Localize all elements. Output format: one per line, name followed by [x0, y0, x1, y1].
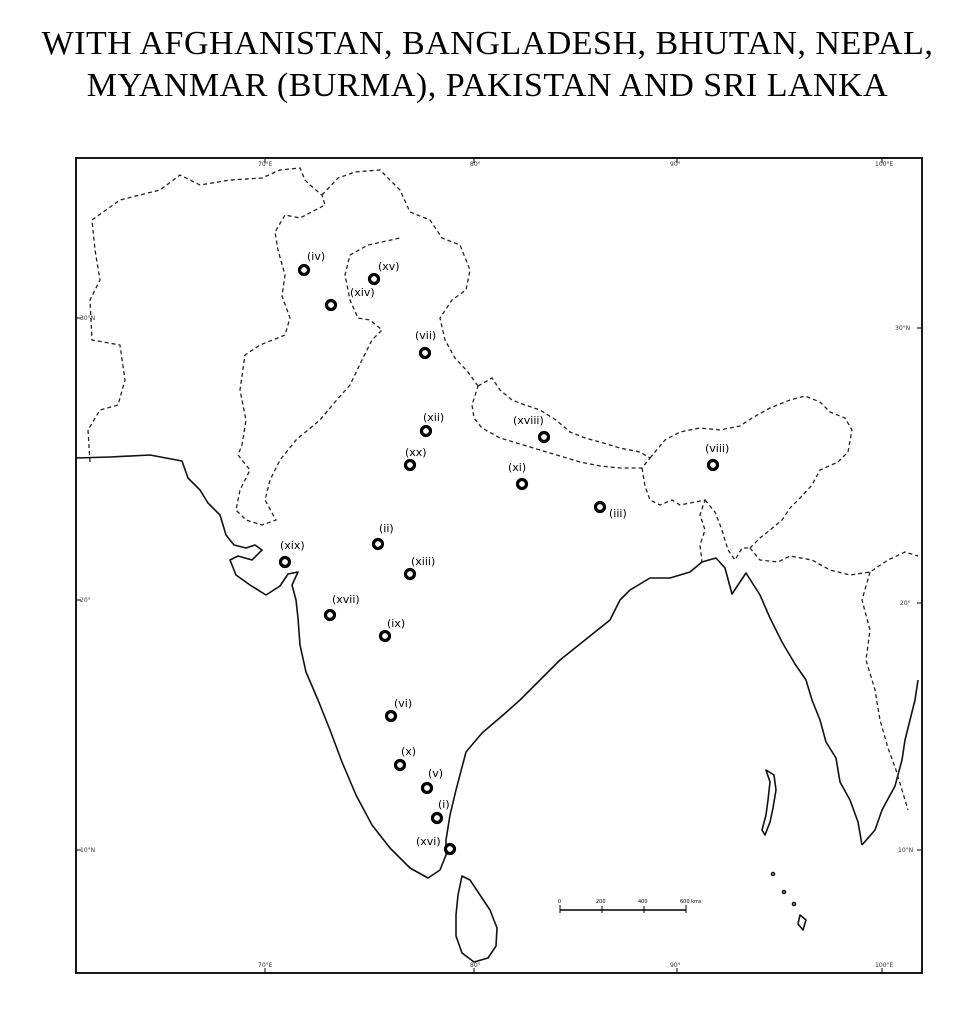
site-marker-18	[540, 433, 549, 442]
site-label-4: (iv)	[307, 250, 326, 263]
site-label-6: (vi)	[394, 697, 413, 710]
kashmir-china-border	[322, 170, 478, 386]
site-marker-6	[387, 712, 396, 721]
site-marker-4	[300, 266, 309, 275]
site-marker-16	[446, 845, 455, 854]
nicobar-island-4	[798, 915, 806, 930]
map-title-line-2: MYANMAR (BURMA), PAKISTAN AND SRI LANKA	[86, 67, 889, 104]
site-label-13: (xiii)	[411, 555, 436, 568]
graticule-top-70: 70°E	[258, 161, 273, 168]
bangladesh-border-east	[705, 500, 750, 560]
graticule-top-80: 80°	[470, 161, 481, 168]
scale-tick-400: 400	[638, 899, 648, 905]
nicobar-island-1	[772, 873, 775, 876]
site-markers	[280, 250, 729, 854]
graticule-bottom-100: 100°E	[875, 962, 894, 969]
site-marker-15	[370, 275, 379, 284]
myanmar-border	[750, 548, 918, 810]
nepal-border	[472, 378, 650, 468]
site-marker-19	[281, 558, 290, 567]
site-label-3: (iii)	[609, 507, 627, 520]
site-marker-5	[423, 784, 432, 793]
bhutan-china-border	[650, 396, 852, 548]
site-marker-12	[422, 427, 431, 436]
india-coastline	[76, 455, 862, 878]
site-label-15: (xv)	[378, 260, 400, 273]
site-marker-3	[596, 503, 605, 512]
myanmar-coastline	[862, 680, 918, 845]
afghanistan-border	[88, 168, 325, 462]
graticule-bottom-70: 70°E	[258, 962, 273, 969]
nicobar-island-2	[783, 891, 786, 894]
site-label-12: (xii)	[423, 411, 445, 424]
sri-lanka-coastline	[456, 876, 497, 962]
graticule-right-10: 10°N	[898, 847, 914, 854]
site-marker-20	[406, 461, 415, 470]
scale-tick-0: 0	[558, 899, 562, 905]
site-marker-17	[326, 611, 335, 620]
site-label-17: (xvii)	[332, 593, 360, 606]
graticule-right-20: 20°	[900, 600, 911, 607]
site-marker-11	[518, 480, 527, 489]
site-marker-13	[406, 570, 415, 579]
site-label-19: (xix)	[280, 539, 305, 552]
scale-tick-200: 200	[596, 899, 606, 905]
graticule-left-30: 30°N	[80, 315, 96, 322]
andaman-islands	[762, 770, 776, 835]
site-label-16: (xvi)	[416, 835, 441, 848]
graticule-bottom-80: 80°	[470, 962, 481, 969]
map-frame	[76, 158, 922, 973]
site-marker-9	[381, 632, 390, 641]
site-label-7: (vii)	[415, 329, 437, 342]
site-label-5: (v)	[428, 767, 444, 780]
scale-bar	[558, 899, 702, 913]
site-label-11: (xi)	[508, 461, 527, 474]
site-label-1: (i)	[438, 798, 450, 811]
graticule-left-10: 10°N	[80, 847, 96, 854]
scale-tick-600: 600 kms	[680, 899, 702, 905]
site-label-10: (x)	[401, 745, 417, 758]
site-label-18: (xviii)	[513, 414, 544, 427]
site-label-9: (ix)	[387, 617, 406, 630]
nicobar-island-3	[793, 903, 796, 906]
graticule-top-100: 100°E	[875, 161, 894, 168]
site-marker-14	[327, 301, 336, 310]
graticule-ticks	[76, 158, 922, 973]
site-marker-7	[421, 349, 430, 358]
graticule-top-90: 90°	[670, 161, 681, 168]
bangladesh-border	[642, 468, 705, 562]
site-label-20: (xx)	[405, 446, 427, 459]
site-label-8: (viii)	[705, 442, 730, 455]
site-label-14: (xiv)	[350, 286, 375, 299]
site-marker-2	[374, 540, 383, 549]
site-marker-8	[709, 461, 718, 470]
site-marker-1	[433, 814, 442, 823]
site-marker-10	[396, 761, 405, 770]
graticule-bottom-90: 90°	[670, 962, 681, 969]
graticule-right-30: 30°N	[895, 325, 911, 332]
graticule-left-20: 20°	[80, 597, 91, 604]
site-label-2: (ii)	[379, 522, 394, 535]
map-title-line-1: WITH AFGHANISTAN, BANGLADESH, BHUTAN, NEPAL,	[41, 25, 934, 62]
